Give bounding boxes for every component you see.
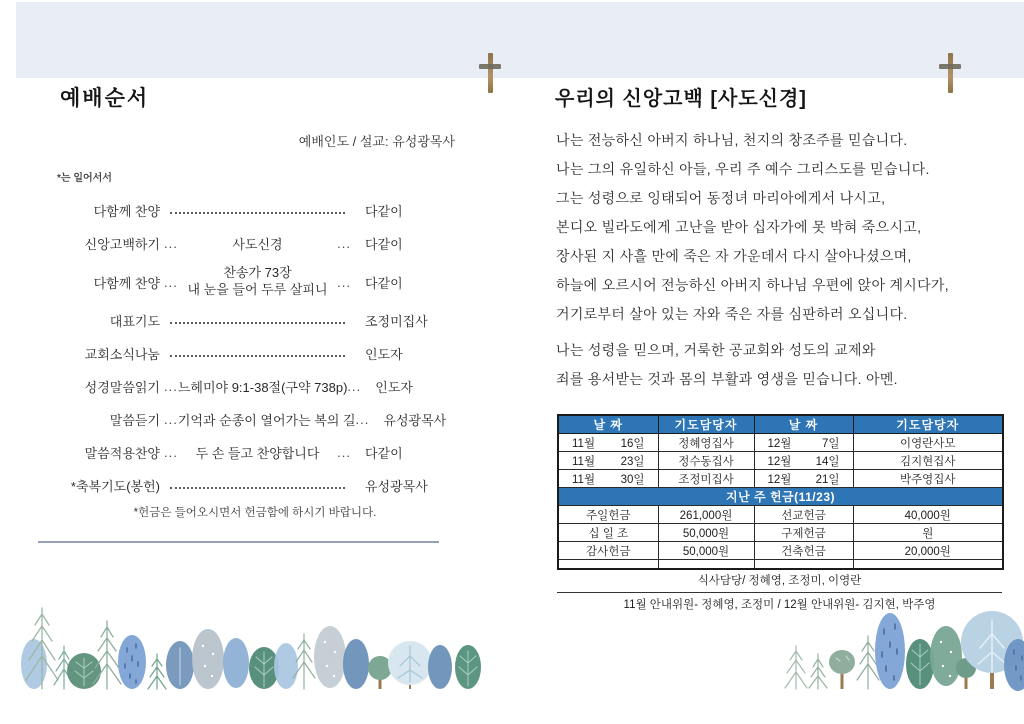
dotted-leader xyxy=(170,309,345,324)
order-item-content xyxy=(178,265,337,299)
creed-line: 거기로부터 살아 있는 자와 죽은 자를 심판하러 오십니다. xyxy=(556,306,908,322)
watercolor-trees-decoration-right xyxy=(778,594,1024,696)
date-month: 12월 xyxy=(767,455,792,468)
date-month: 12월 xyxy=(767,437,792,450)
cell-offering-amount: 20,000원 xyxy=(853,542,1003,560)
standing-note: *는 일어서서 xyxy=(57,173,112,184)
offering-row xyxy=(558,506,1003,524)
order-item xyxy=(55,304,447,337)
date-day: 14일 xyxy=(815,455,840,468)
cell-person: 조정미집사 xyxy=(658,470,754,488)
header-prayer-person: 기도담당자 xyxy=(658,415,754,434)
dotted-leader xyxy=(170,342,345,357)
cell-date xyxy=(558,452,658,470)
offering-row xyxy=(558,524,1003,542)
order-item-label: 대표기도 xyxy=(109,314,160,329)
creed-line: 하늘에 오르시어 전능하신 아버지 하나님 우편에 앉아 계시다가, xyxy=(556,277,949,293)
cell-date xyxy=(754,434,853,452)
cell-offering-label: 선교헌금 xyxy=(754,506,853,524)
worship-order-title: 예배순서 xyxy=(60,87,150,110)
header-date: 날 짜 xyxy=(754,415,853,434)
cell-offering-label: 건축헌금 xyxy=(754,542,853,560)
cell-date xyxy=(754,470,853,488)
order-item-detail xyxy=(160,234,355,253)
duty-and-offering-tables xyxy=(557,414,1002,615)
cell-offering-amount: 50,000원 xyxy=(658,524,754,542)
order-item-detail xyxy=(160,443,355,462)
order-item-assignee: 다같이 xyxy=(365,204,403,219)
order-item-assignee: 인도자 xyxy=(375,380,413,395)
cross-vertical-bar xyxy=(948,53,953,93)
leader-preacher-line: 예배인도 / 설교: 유성광목사 xyxy=(298,134,455,149)
order-item xyxy=(55,370,447,403)
cell-person: 이영란사모 xyxy=(853,434,1003,452)
order-item-assignee: 다같이 xyxy=(365,446,403,461)
prayer-table-header-row xyxy=(558,415,1003,434)
header-prayer-person: 기도담당자 xyxy=(853,415,1003,434)
order-item xyxy=(55,337,447,370)
order-item-label: 교회소식나눔 xyxy=(84,347,160,362)
offering-title-row xyxy=(558,488,1003,506)
dotted-leader xyxy=(170,199,345,214)
order-item-label: 성경말씀읽기 xyxy=(84,380,160,395)
offering-note: *헌금은 들어오시면서 헌금함에 하시기 바랍니다. xyxy=(133,507,377,519)
cross-horizontal-bar xyxy=(479,64,501,69)
cell-person: 정혜영집사 xyxy=(658,434,754,452)
cell-offering-label: 감사헌금 xyxy=(558,542,658,560)
creed-line: 본디오 빌라도에게 고난을 받아 십자가에 못 박혀 죽으시고, xyxy=(556,219,922,235)
order-item xyxy=(55,260,447,304)
hymn-number: 찬송가 73장 xyxy=(223,265,292,281)
ellipsis-separator: ... xyxy=(164,412,178,427)
cell-person: 김지현집사 xyxy=(853,452,1003,470)
ellipsis-separator: ... xyxy=(164,236,178,251)
order-item-assignee: 유성광목사 xyxy=(365,479,428,494)
spacer-cell xyxy=(853,560,1003,570)
date-month: 12월 xyxy=(767,473,792,486)
cell-offering-label: 주일헌금 xyxy=(558,506,658,524)
usher-duty-line: 11월 안내위원- 정혜영, 조정미 / 12월 안내위원- 김지현, 박주영 xyxy=(623,599,936,611)
date-day: 23일 xyxy=(620,455,645,468)
cell-person: 정수동집사 xyxy=(658,452,754,470)
prayer-offering-table xyxy=(557,414,1004,570)
ellipsis-separator: ... xyxy=(164,274,178,290)
ellipsis-separator: ... xyxy=(337,236,351,251)
date-day: 7일 xyxy=(821,437,840,450)
cell-date xyxy=(754,452,853,470)
creed-line: 장사된 지 사흘 만에 죽은 자 가운데서 다시 살아나셨으며, xyxy=(556,248,912,264)
date-month: 11월 xyxy=(572,455,596,468)
ellipsis-separator: ... xyxy=(164,445,178,460)
watercolor-trees-decoration-left xyxy=(12,596,482,696)
order-item xyxy=(55,194,447,227)
date-month: 11월 xyxy=(572,473,596,486)
order-item-assignee: 인도자 xyxy=(365,347,403,362)
creed-line: 나는 전능하신 아버지 하나님, 천지의 창조주를 믿습니다. xyxy=(556,132,908,148)
top-band-decoration xyxy=(16,2,1024,78)
date-day: 16일 xyxy=(620,437,645,450)
order-item xyxy=(55,227,447,260)
cell-offering-amount: 50,000원 xyxy=(658,542,754,560)
order-item-label: *축복기도(봉헌) xyxy=(70,479,160,494)
worship-order-list xyxy=(55,194,447,502)
cell-date xyxy=(558,470,658,488)
creed-line: 나는 그의 유일하신 아들, 우리 주 예수 그리스도를 믿습니다. xyxy=(556,161,930,177)
spacer-row xyxy=(558,560,1003,570)
order-item-detail xyxy=(160,410,373,429)
hymn-title: 내 눈을 들어 두루 살피니 xyxy=(187,282,328,297)
order-item-label: 말씀적용찬양 xyxy=(84,446,160,461)
dotted-leader xyxy=(170,474,345,489)
offering-table-title: 지난 주 헌금(11/23) xyxy=(558,488,1003,506)
order-item-content: 두 손 들고 찬양합니다 xyxy=(195,446,320,461)
spacer-cell xyxy=(558,560,658,570)
order-item-label: 다함께 찬양 xyxy=(93,204,160,219)
order-item-label: 다함께 찬양 xyxy=(93,275,160,291)
order-item-detail xyxy=(160,265,355,299)
cell-person: 박주영집사 xyxy=(853,470,1003,488)
cell-date xyxy=(558,434,658,452)
cross-horizontal-bar xyxy=(939,64,961,69)
order-item xyxy=(55,436,447,469)
cell-offering-amount: 원 xyxy=(853,524,1003,542)
order-item-assignee: 조정미집사 xyxy=(365,314,428,329)
ellipsis-separator: ... xyxy=(347,379,362,394)
cross-icon xyxy=(938,53,962,93)
ellipsis-separator: ... xyxy=(337,274,351,290)
apostles-creed-text xyxy=(556,126,1014,394)
order-item-label: 신앙고백하기 xyxy=(84,237,160,252)
order-item-assignee: 다같이 xyxy=(365,237,403,252)
cell-offering-label: 십 일 조 xyxy=(558,524,658,542)
prayer-table-row xyxy=(558,470,1003,488)
order-item-label: 말씀듣기 xyxy=(109,413,160,428)
prayer-table-row xyxy=(558,434,1003,452)
prayer-table-row xyxy=(558,452,1003,470)
order-item xyxy=(55,469,447,502)
order-item-assignee: 유성광목사 xyxy=(383,413,447,428)
creed-line: 죄를 용서받는 것과 몸의 부활과 영생을 믿습니다. 아멘. xyxy=(556,371,898,387)
date-day: 21일 xyxy=(815,473,840,486)
order-item xyxy=(55,403,447,436)
order-item-assignee: 다같이 xyxy=(365,275,403,291)
cell-offering-label: 구제헌금 xyxy=(754,524,853,542)
spacer-cell xyxy=(658,560,754,570)
ellipsis-separator: ... xyxy=(355,412,370,427)
cross-icon xyxy=(478,53,502,93)
cross-vertical-bar xyxy=(488,53,493,93)
order-item-content: 느헤미야 9:1-38절(구약 738p) xyxy=(177,380,348,395)
ellipsis-separator: ... xyxy=(164,379,178,394)
creed-title: 우리의 신앙고백 [사도신경] xyxy=(555,88,807,110)
date-day: 30일 xyxy=(620,473,645,486)
cell-offering-amount: 261,000원 xyxy=(658,506,754,524)
meal-duty-line: 식사담당/ 정혜영, 조정미, 이영란 xyxy=(557,570,1002,593)
left-page-divider xyxy=(38,541,439,543)
creed-line: 그는 성령으로 잉태되어 동정녀 마리아에게서 나시고, xyxy=(556,190,886,206)
offering-row xyxy=(558,542,1003,560)
spacer-cell xyxy=(754,560,853,570)
ellipsis-separator: ... xyxy=(337,445,351,460)
order-item-content: 기억과 순종이 열어가는 복의 길 xyxy=(177,413,356,428)
order-item-detail xyxy=(160,377,365,396)
header-date: 날 짜 xyxy=(558,415,658,434)
date-month: 11월 xyxy=(572,437,596,450)
creed-line: 나는 성령을 믿으며, 거룩한 공교회와 성도의 교제와 xyxy=(556,342,876,358)
cell-offering-amount: 40,000원 xyxy=(853,506,1003,524)
order-item-content: 사도신경 xyxy=(232,237,283,252)
